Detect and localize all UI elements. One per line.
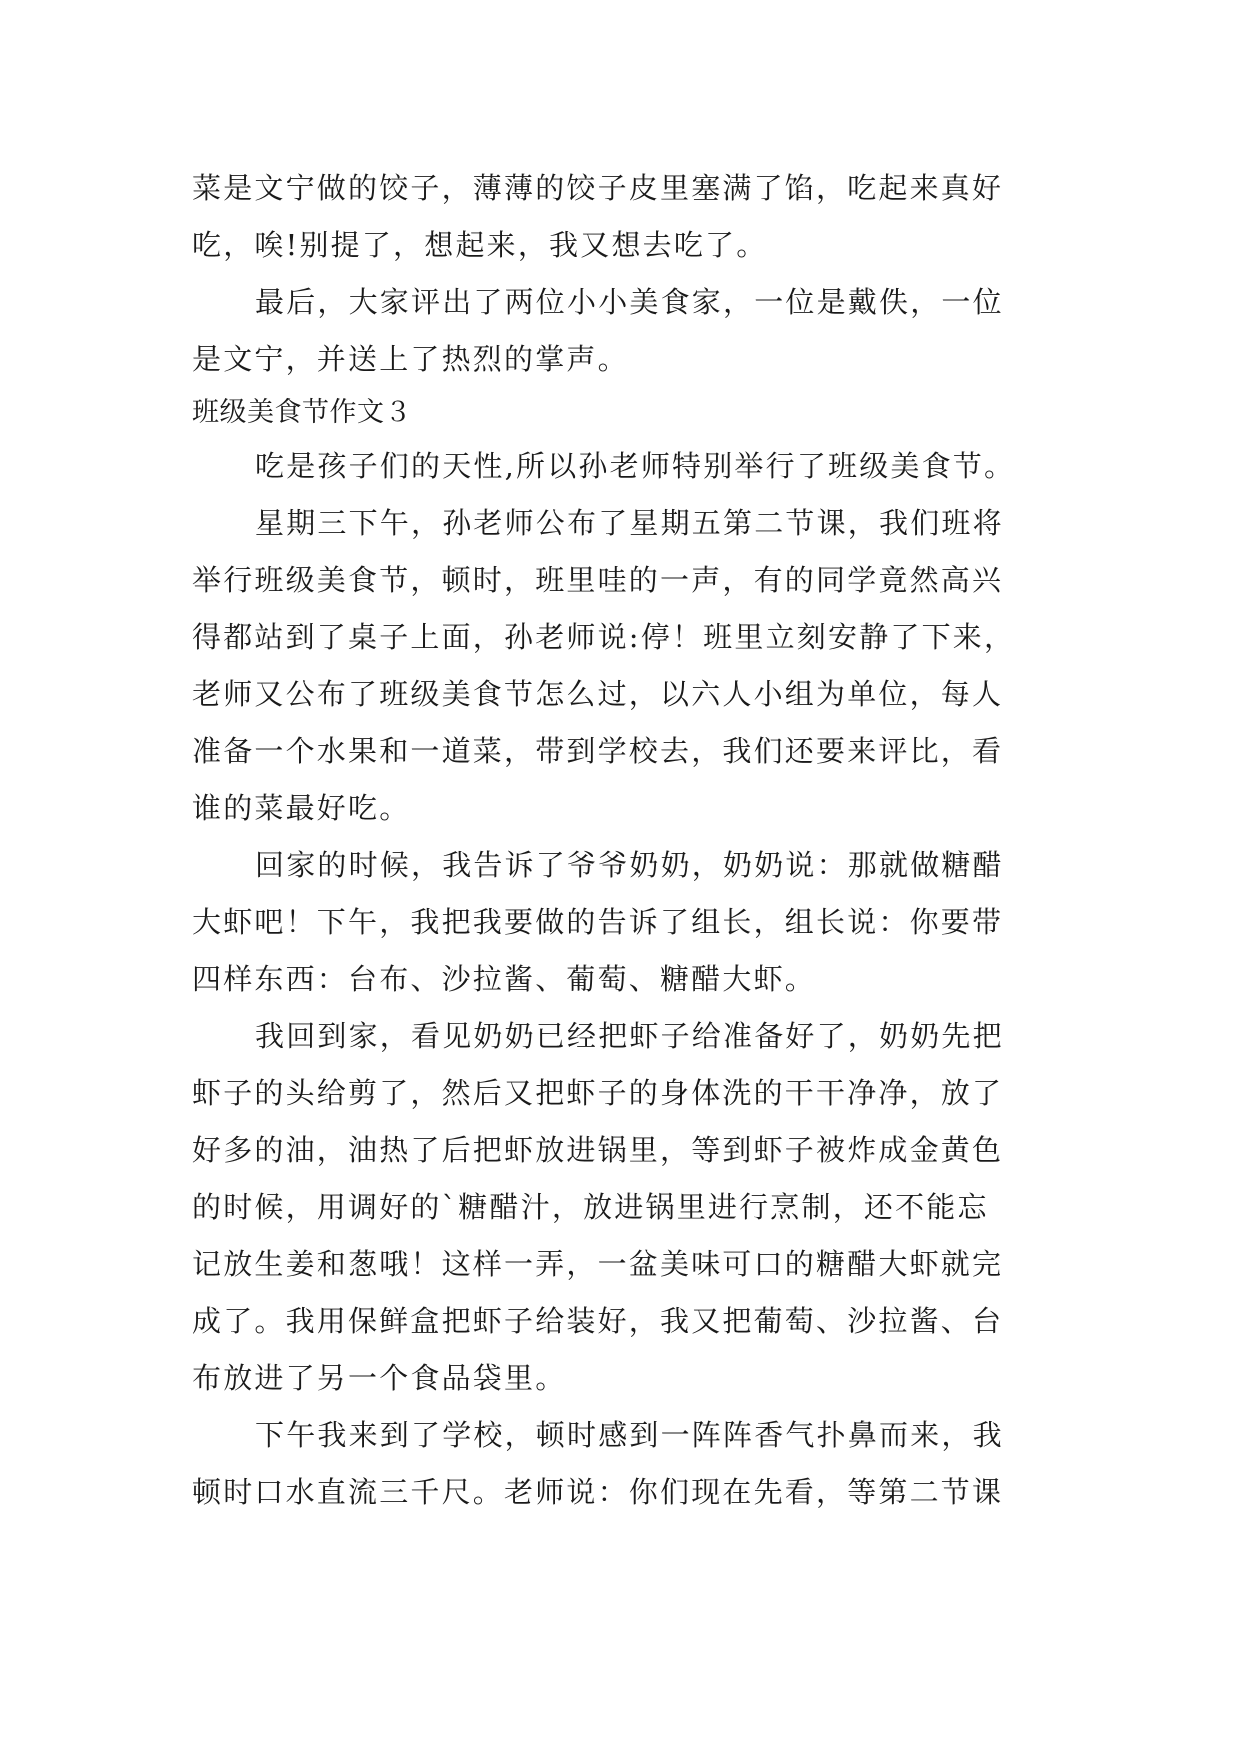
- paragraph: [192, 1407, 1062, 1521]
- text-line: 是文宁，并送上了热烈的掌声。: [192, 342, 629, 376]
- text-line: 布放进了另一个食品袋里。: [192, 1361, 567, 1395]
- text-line: 举行班级美食节，顿时，班里哇的一声，有的同学竟然高兴: [192, 563, 1004, 597]
- section-heading: 班级美食节作文３: [192, 397, 412, 428]
- text-line: 回家的时候，我告诉了爷爷奶奶，奶奶说：那就做糖醋: [255, 848, 1004, 882]
- text-line: 的时候，用调好的`糖醋汁，放进锅里进行烹制，还不能忘: [192, 1190, 989, 1224]
- text-line: 吃，唉!别提了，想起来，我又想去吃了。: [192, 228, 768, 262]
- text-line: 吃是孩子们的天性,所以孙老师特别举行了班级美食节。: [255, 449, 1016, 483]
- text-line: 最后，大家评出了两位小小美食家，一位是戴佚，一位: [255, 285, 1004, 319]
- text-line: 得都站到了桌子上面，孙老师说:停！班里立刻安静了下来，: [192, 620, 1016, 654]
- text-line: 谁的菜最好吃。: [192, 791, 411, 825]
- text-line: 下午我来到了学校，顿时感到一阵阵香气扑鼻而来，我: [255, 1418, 1004, 1452]
- text-line: 准备一个水果和一道菜，带到学校去，我们还要来评比，看: [192, 734, 1004, 768]
- text-line: 记放生姜和葱哦！这样一弄，一盆美味可口的糖醋大虾就完: [192, 1247, 1004, 1281]
- document-body: [192, 160, 1062, 1521]
- text-line: 成了。我用保鲜盒把虾子给装好，我又把葡萄、沙拉酱、台: [192, 1304, 1004, 1338]
- paragraph: [192, 1008, 1062, 1407]
- text-line: 星期三下午，孙老师公布了星期五第二节课，我们班将: [255, 506, 1004, 540]
- paragraph: [192, 160, 1062, 274]
- text-line: 虾子的头给剪了，然后又把虾子的身体洗的干干净净，放了: [192, 1076, 1004, 1110]
- paragraph: [192, 495, 1062, 837]
- text-line: 四样东西：台布、沙拉酱、葡萄、糖醋大虾。: [192, 962, 817, 996]
- text-line: 顿时口水直流三千尺。老师说：你们现在先看，等第二节课: [192, 1475, 1004, 1509]
- paragraph: [192, 438, 1062, 495]
- text-line: 我回到家，看见奶奶已经把虾子给准备好了，奶奶先把: [255, 1019, 1004, 1053]
- text-line: 老师又公布了班级美食节怎么过，以六人小组为单位，每人: [192, 677, 1004, 711]
- paragraph: [192, 837, 1062, 1008]
- text-line: 大虾吧！下午，我把我要做的告诉了组长，组长说：你要带: [192, 905, 1004, 939]
- paragraph: [192, 274, 1062, 388]
- text-line: 菜是文宁做的饺子，薄薄的饺子皮里塞满了馅，吃起来真好: [192, 171, 1004, 205]
- text-line: 好多的油，油热了后把虾放进锅里，等到虾子被炸成金黄色: [192, 1133, 1004, 1167]
